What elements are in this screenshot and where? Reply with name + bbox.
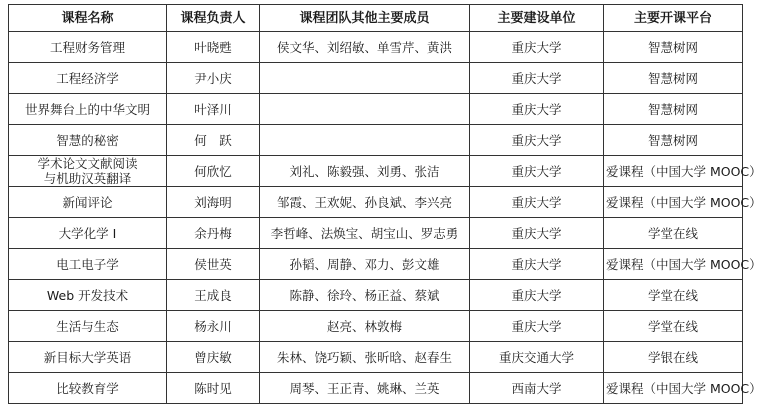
cell-building-unit: 重庆大学	[470, 218, 604, 249]
cell-platform: 爱课程（中国大学 MOOC）	[604, 187, 743, 218]
cell-course-lead: 尹小庆	[167, 63, 260, 94]
cell-platform: 爱课程（中国大学 MOOC）	[604, 156, 743, 187]
cell-platform: 智慧树网	[604, 94, 743, 125]
cell-building-unit: 重庆大学	[470, 311, 604, 342]
cell-building-unit: 重庆大学	[470, 249, 604, 280]
cell-building-unit: 重庆大学	[470, 280, 604, 311]
cell-team-members	[260, 63, 470, 94]
cell-course-lead: 刘海明	[167, 187, 260, 218]
cell-course-lead: 叶晓甦	[167, 32, 260, 63]
cell-building-unit: 重庆交通大学	[470, 342, 604, 373]
cell-team-members: 李哲峰、法焕宝、胡宝山、罗志勇	[260, 218, 470, 249]
table-row	[9, 280, 743, 311]
cell-course-lead: 杨永川	[167, 311, 260, 342]
cell-building-unit: 西南大学	[470, 373, 604, 404]
cell-course-name: 智慧的秘密	[9, 125, 167, 156]
cell-team-members	[260, 125, 470, 156]
header-building-unit: 主要建设单位	[470, 5, 604, 32]
cell-building-unit: 重庆大学	[470, 187, 604, 218]
cell-platform: 爱课程（中国大学 MOOC）	[604, 249, 743, 280]
cell-course-name: 新目标大学英语	[9, 342, 167, 373]
cell-course-lead: 侯世英	[167, 249, 260, 280]
header-platform: 主要开课平台	[604, 5, 743, 32]
cell-team-members: 邹霞、王欢妮、孙良斌、李兴亮	[260, 187, 470, 218]
table-row	[9, 32, 743, 63]
table-row	[9, 218, 743, 249]
cell-platform: 智慧树网	[604, 32, 743, 63]
cell-course-name: 生活与生态	[9, 311, 167, 342]
cell-building-unit: 重庆大学	[470, 94, 604, 125]
cell-team-members: 赵亮、林敦梅	[260, 311, 470, 342]
cell-platform: 学堂在线	[604, 218, 743, 249]
table-row	[9, 125, 743, 156]
cell-course-name: 学术论文文献阅读 与机助汉英翻译	[9, 156, 167, 187]
cell-course-name: 工程经济学	[9, 63, 167, 94]
cell-course-name: 电工电子学	[9, 249, 167, 280]
table-row	[9, 94, 743, 125]
cell-platform: 智慧树网	[604, 125, 743, 156]
cell-platform: 爱课程（中国大学 MOOC）	[604, 373, 743, 404]
cell-building-unit: 重庆大学	[470, 63, 604, 94]
table-header-row	[9, 5, 743, 32]
cell-course-lead: 曾庆敏	[167, 342, 260, 373]
table-row	[9, 156, 743, 187]
cell-course-lead: 陈时见	[167, 373, 260, 404]
cell-course-lead: 何欣忆	[167, 156, 260, 187]
header-course-name: 课程名称	[9, 5, 167, 32]
cell-course-name: Web 开发技术	[9, 280, 167, 311]
header-team-members: 课程团队其他主要成员	[260, 5, 470, 32]
cell-course-name: 新闻评论	[9, 187, 167, 218]
table-row	[9, 63, 743, 94]
cell-team-members: 刘礼、陈毅强、刘勇、张洁	[260, 156, 470, 187]
cell-course-lead: 何 跃	[167, 125, 260, 156]
cell-platform: 智慧树网	[604, 63, 743, 94]
cell-team-members: 陈静、徐玲、杨正益、蔡斌	[260, 280, 470, 311]
cell-course-name: 工程财务管理	[9, 32, 167, 63]
cell-team-members: 侯文华、刘绍敏、单雪芹、黄洪	[260, 32, 470, 63]
cell-course-name: 比较教育学	[9, 373, 167, 404]
cell-building-unit: 重庆大学	[470, 125, 604, 156]
cell-platform: 学银在线	[604, 342, 743, 373]
cell-building-unit: 重庆大学	[470, 156, 604, 187]
cell-course-lead: 余丹梅	[167, 218, 260, 249]
cell-course-name: 大学化学 I	[9, 218, 167, 249]
table-row	[9, 187, 743, 218]
cell-building-unit: 重庆大学	[470, 32, 604, 63]
cell-platform: 学堂在线	[604, 280, 743, 311]
cell-team-members: 孙韬、周静、邓力、彭文雄	[260, 249, 470, 280]
header-course-lead: 课程负责人	[167, 5, 260, 32]
cell-course-lead: 王成良	[167, 280, 260, 311]
table-row	[9, 311, 743, 342]
cell-team-members: 周琴、王正青、姚琳、兰英	[260, 373, 470, 404]
cell-course-lead: 叶泽川	[167, 94, 260, 125]
course-table-container	[8, 4, 762, 404]
table-row	[9, 373, 743, 404]
cell-platform: 学堂在线	[604, 311, 743, 342]
table-row	[9, 342, 743, 373]
cell-team-members	[260, 94, 470, 125]
course-table	[8, 4, 762, 404]
cell-course-name: 世界舞台上的中华文明	[9, 94, 167, 125]
table-row	[9, 249, 743, 280]
cell-team-members: 朱林、饶巧颖、张昕晗、赵春生	[260, 342, 470, 373]
